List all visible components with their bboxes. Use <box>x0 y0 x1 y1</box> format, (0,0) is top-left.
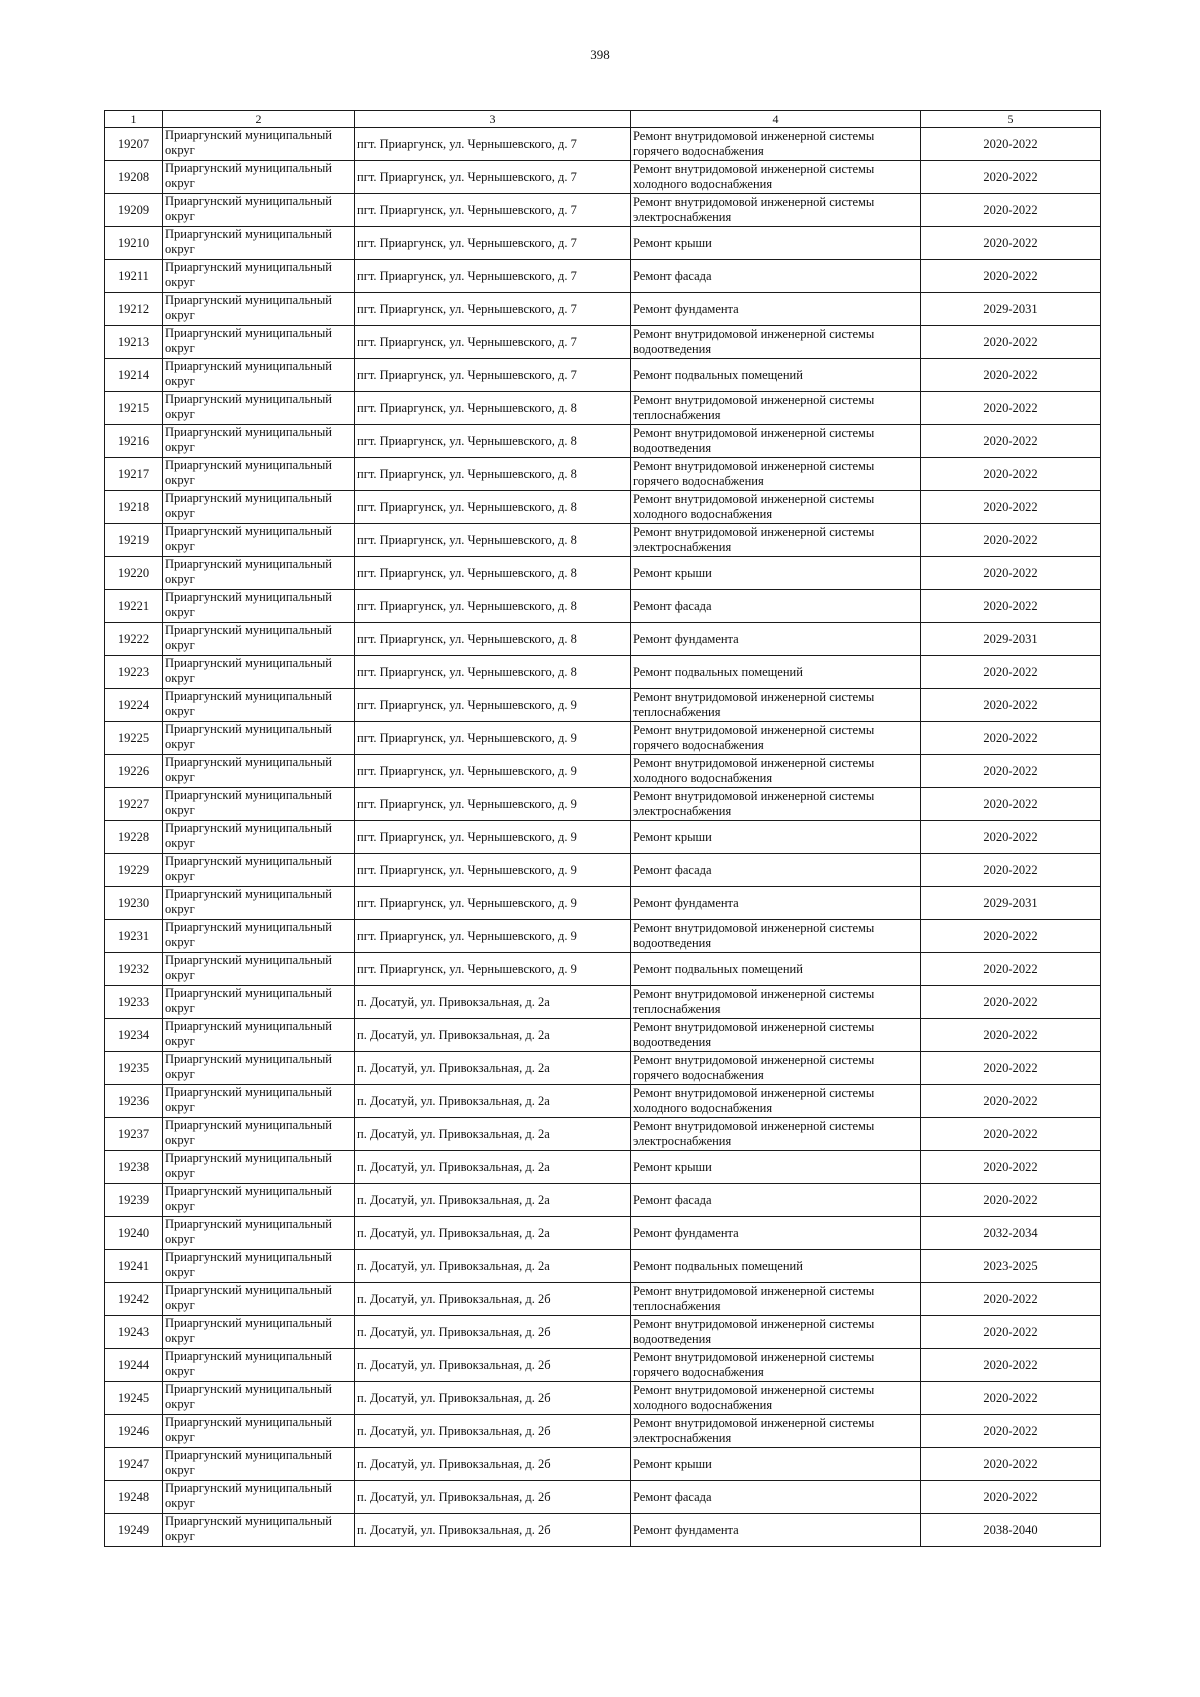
row-number: 19216 <box>105 425 163 458</box>
period-cell: 2020-2022 <box>921 755 1101 788</box>
table-row <box>105 1283 1101 1316</box>
district-cell: Приаргунский муниципальный округ <box>163 953 355 986</box>
period-cell: 2020-2022 <box>921 1019 1101 1052</box>
work-type-cell: Ремонт внутридомовой инженерной системы электроснабжения <box>631 524 921 557</box>
address-cell: п. Досатуй, ул. Привокзальная, д. 2а <box>355 986 631 1019</box>
table-row <box>105 425 1101 458</box>
address-cell: пгт. Приаргунск, ул. Чернышевского, д. 7 <box>355 161 631 194</box>
table-row <box>105 227 1101 260</box>
period-cell: 2029-2031 <box>921 293 1101 326</box>
table-body <box>105 111 1101 1547</box>
district-cell: Приаргунский муниципальный округ <box>163 491 355 524</box>
address-cell: пгт. Приаргунск, ул. Чернышевского, д. 7 <box>355 359 631 392</box>
period-cell: 2020-2022 <box>921 821 1101 854</box>
table-row <box>105 920 1101 953</box>
address-cell: пгт. Приаргунск, ул. Чернышевского, д. 9 <box>355 854 631 887</box>
row-number: 19227 <box>105 788 163 821</box>
district-cell: Приаргунский муниципальный округ <box>163 1349 355 1382</box>
row-number: 19234 <box>105 1019 163 1052</box>
table-row <box>105 656 1101 689</box>
table-row <box>105 194 1101 227</box>
row-number: 19248 <box>105 1481 163 1514</box>
address-cell: пгт. Приаргунск, ул. Чернышевского, д. 9 <box>355 953 631 986</box>
address-cell: пгт. Приаргунск, ул. Чернышевского, д. 9 <box>355 887 631 920</box>
row-number: 19207 <box>105 128 163 161</box>
table-row <box>105 1349 1101 1382</box>
table-row <box>105 524 1101 557</box>
period-cell: 2020-2022 <box>921 1382 1101 1415</box>
work-type-cell: Ремонт фундамента <box>631 1217 921 1250</box>
period-cell: 2020-2022 <box>921 656 1101 689</box>
row-number: 19229 <box>105 854 163 887</box>
table-row <box>105 128 1101 161</box>
table-row <box>105 1415 1101 1448</box>
work-type-cell: Ремонт подвальных помещений <box>631 359 921 392</box>
work-type-cell: Ремонт подвальных помещений <box>631 1250 921 1283</box>
table-row <box>105 821 1101 854</box>
work-type-cell: Ремонт внутридомовой инженерной системы холодного водоснабжения <box>631 1085 921 1118</box>
period-cell: 2020-2022 <box>921 326 1101 359</box>
work-type-cell: Ремонт подвальных помещений <box>631 656 921 689</box>
work-type-cell: Ремонт внутридомовой инженерной системы холодного водоснабжения <box>631 1382 921 1415</box>
work-type-cell: Ремонт фасада <box>631 854 921 887</box>
district-cell: Приаргунский муниципальный округ <box>163 986 355 1019</box>
table-row <box>105 788 1101 821</box>
column-header: 5 <box>921 111 1101 128</box>
address-cell: пгт. Приаргунск, ул. Чернышевского, д. 9 <box>355 920 631 953</box>
header-row <box>105 111 1101 128</box>
table-row <box>105 689 1101 722</box>
period-cell: 2020-2022 <box>921 1349 1101 1382</box>
address-cell: пгт. Приаргунск, ул. Чернышевского, д. 9 <box>355 821 631 854</box>
district-cell: Приаргунский муниципальный округ <box>163 1118 355 1151</box>
district-cell: Приаргунский муниципальный округ <box>163 1184 355 1217</box>
period-cell: 2032-2034 <box>921 1217 1101 1250</box>
work-type-cell: Ремонт внутридомовой инженерной системы горячего водоснабжения <box>631 128 921 161</box>
row-number: 19208 <box>105 161 163 194</box>
work-type-cell: Ремонт внутридомовой инженерной системы электроснабжения <box>631 1415 921 1448</box>
work-type-cell: Ремонт внутридомовой инженерной системы горячего водоснабжения <box>631 722 921 755</box>
district-cell: Приаргунский муниципальный округ <box>163 755 355 788</box>
period-cell: 2020-2022 <box>921 1448 1101 1481</box>
district-cell: Приаргунский муниципальный округ <box>163 1316 355 1349</box>
address-cell: п. Досатуй, ул. Привокзальная, д. 2а <box>355 1118 631 1151</box>
table-row <box>105 722 1101 755</box>
table-row <box>105 1481 1101 1514</box>
table-row <box>105 1019 1101 1052</box>
work-type-cell: Ремонт внутридомовой инженерной системы горячего водоснабжения <box>631 1349 921 1382</box>
work-type-cell: Ремонт крыши <box>631 557 921 590</box>
work-type-cell: Ремонт внутридомовой инженерной системы водоотведения <box>631 425 921 458</box>
work-type-cell: Ремонт внутридомовой инженерной системы водоотведения <box>631 326 921 359</box>
address-cell: пгт. Приаргунск, ул. Чернышевского, д. 8 <box>355 392 631 425</box>
period-cell: 2020-2022 <box>921 953 1101 986</box>
address-cell: пгт. Приаргунск, ул. Чернышевского, д. 8 <box>355 590 631 623</box>
address-cell: пгт. Приаргунск, ул. Чернышевского, д. 9 <box>355 689 631 722</box>
work-type-cell: Ремонт внутридомовой инженерной системы электроснабжения <box>631 788 921 821</box>
row-number: 19218 <box>105 491 163 524</box>
work-type-cell: Ремонт внутридомовой инженерной системы теплоснабжения <box>631 986 921 1019</box>
address-cell: пгт. Приаргунск, ул. Чернышевского, д. 7 <box>355 128 631 161</box>
row-number: 19230 <box>105 887 163 920</box>
period-cell: 2020-2022 <box>921 689 1101 722</box>
district-cell: Приаргунский муниципальный округ <box>163 1481 355 1514</box>
table-row <box>105 1514 1101 1547</box>
row-number: 19245 <box>105 1382 163 1415</box>
district-cell: Приаргунский муниципальный округ <box>163 326 355 359</box>
period-cell: 2020-2022 <box>921 458 1101 491</box>
address-cell: пгт. Приаргунск, ул. Чернышевского, д. 7 <box>355 293 631 326</box>
period-cell: 2020-2022 <box>921 194 1101 227</box>
row-number: 19215 <box>105 392 163 425</box>
district-cell: Приаргунский муниципальный округ <box>163 1514 355 1547</box>
row-number: 19243 <box>105 1316 163 1349</box>
work-type-cell: Ремонт крыши <box>631 821 921 854</box>
period-cell: 2020-2022 <box>921 524 1101 557</box>
table-row <box>105 1382 1101 1415</box>
works-table <box>104 110 1101 1547</box>
address-cell: п. Досатуй, ул. Привокзальная, д. 2б <box>355 1316 631 1349</box>
row-number: 19219 <box>105 524 163 557</box>
table-row <box>105 293 1101 326</box>
address-cell: п. Досатуй, ул. Привокзальная, д. 2а <box>355 1217 631 1250</box>
work-type-cell: Ремонт внутридомовой инженерной системы теплоснабжения <box>631 689 921 722</box>
district-cell: Приаргунский муниципальный округ <box>163 854 355 887</box>
work-type-cell: Ремонт внутридомовой инженерной системы теплоснабжения <box>631 392 921 425</box>
table-row <box>105 887 1101 920</box>
address-cell: пгт. Приаргунск, ул. Чернышевского, д. 8 <box>355 557 631 590</box>
district-cell: Приаргунский муниципальный округ <box>163 1448 355 1481</box>
period-cell: 2029-2031 <box>921 887 1101 920</box>
table-row <box>105 1250 1101 1283</box>
work-type-cell: Ремонт фундамента <box>631 623 921 656</box>
work-type-cell: Ремонт подвальных помещений <box>631 953 921 986</box>
address-cell: п. Досатуй, ул. Привокзальная, д. 2а <box>355 1085 631 1118</box>
period-cell: 2020-2022 <box>921 1085 1101 1118</box>
column-header: 4 <box>631 111 921 128</box>
district-cell: Приаргунский муниципальный округ <box>163 293 355 326</box>
district-cell: Приаргунский муниципальный округ <box>163 557 355 590</box>
row-number: 19210 <box>105 227 163 260</box>
table-row <box>105 359 1101 392</box>
period-cell: 2020-2022 <box>921 1316 1101 1349</box>
row-number: 19214 <box>105 359 163 392</box>
row-number: 19232 <box>105 953 163 986</box>
table-row <box>105 854 1101 887</box>
table-row <box>105 260 1101 293</box>
period-cell: 2020-2022 <box>921 1415 1101 1448</box>
work-type-cell: Ремонт внутридомовой инженерной системы электроснабжения <box>631 1118 921 1151</box>
address-cell: п. Досатуй, ул. Привокзальная, д. 2а <box>355 1250 631 1283</box>
address-cell: п. Досатуй, ул. Привокзальная, д. 2б <box>355 1382 631 1415</box>
address-cell: пгт. Приаргунск, ул. Чернышевского, д. 7 <box>355 227 631 260</box>
address-cell: пгт. Приаргунск, ул. Чернышевского, д. 8 <box>355 458 631 491</box>
district-cell: Приаргунский муниципальный округ <box>163 1250 355 1283</box>
table-row <box>105 392 1101 425</box>
column-header: 2 <box>163 111 355 128</box>
row-number: 19220 <box>105 557 163 590</box>
district-cell: Приаргунский муниципальный округ <box>163 920 355 953</box>
work-type-cell: Ремонт фундамента <box>631 1514 921 1547</box>
district-cell: Приаргунский муниципальный округ <box>163 1052 355 1085</box>
address-cell: пгт. Приаргунск, ул. Чернышевского, д. 8 <box>355 524 631 557</box>
row-number: 19240 <box>105 1217 163 1250</box>
work-type-cell: Ремонт фасада <box>631 590 921 623</box>
period-cell: 2020-2022 <box>921 854 1101 887</box>
period-cell: 2020-2022 <box>921 359 1101 392</box>
row-number: 19226 <box>105 755 163 788</box>
district-cell: Приаргунский муниципальный округ <box>163 1019 355 1052</box>
row-number: 19247 <box>105 1448 163 1481</box>
page-number: 398 <box>590 47 610 62</box>
row-number: 19222 <box>105 623 163 656</box>
district-cell: Приаргунский муниципальный округ <box>163 524 355 557</box>
table-row <box>105 755 1101 788</box>
address-cell: пгт. Приаргунск, ул. Чернышевского, д. 8 <box>355 623 631 656</box>
row-number: 19225 <box>105 722 163 755</box>
row-number: 19244 <box>105 1349 163 1382</box>
address-cell: пгт. Приаргунск, ул. Чернышевского, д. 7 <box>355 194 631 227</box>
row-number: 19223 <box>105 656 163 689</box>
row-number: 19231 <box>105 920 163 953</box>
district-cell: Приаргунский муниципальный округ <box>163 260 355 293</box>
row-number: 19213 <box>105 326 163 359</box>
work-type-cell: Ремонт внутридомовой инженерной системы теплоснабжения <box>631 1283 921 1316</box>
address-cell: п. Досатуй, ул. Привокзальная, д. 2б <box>355 1481 631 1514</box>
address-cell: пгт. Приаргунск, ул. Чернышевского, д. 8 <box>355 425 631 458</box>
row-number: 19246 <box>105 1415 163 1448</box>
district-cell: Приаргунский муниципальный округ <box>163 689 355 722</box>
work-type-cell: Ремонт внутридомовой инженерной системы холодного водоснабжения <box>631 491 921 524</box>
period-cell: 2020-2022 <box>921 1481 1101 1514</box>
work-type-cell: Ремонт внутридомовой инженерной системы холодного водоснабжения <box>631 755 921 788</box>
address-cell: пгт. Приаргунск, ул. Чернышевского, д. 8 <box>355 656 631 689</box>
period-cell: 2020-2022 <box>921 788 1101 821</box>
address-cell: п. Досатуй, ул. Привокзальная, д. 2а <box>355 1019 631 1052</box>
period-cell: 2020-2022 <box>921 1283 1101 1316</box>
work-type-cell: Ремонт фасада <box>631 260 921 293</box>
row-number: 19249 <box>105 1514 163 1547</box>
district-cell: Приаргунский муниципальный округ <box>163 392 355 425</box>
table-row <box>105 161 1101 194</box>
period-cell: 2020-2022 <box>921 986 1101 1019</box>
row-number: 19212 <box>105 293 163 326</box>
work-type-cell: Ремонт внутридомовой инженерной системы водоотведения <box>631 920 921 953</box>
district-cell: Приаргунский муниципальный округ <box>163 722 355 755</box>
period-cell: 2020-2022 <box>921 491 1101 524</box>
row-number: 19224 <box>105 689 163 722</box>
row-number: 19242 <box>105 1283 163 1316</box>
district-cell: Приаргунский муниципальный округ <box>163 458 355 491</box>
period-cell: 2038-2040 <box>921 1514 1101 1547</box>
address-cell: п. Досатуй, ул. Привокзальная, д. 2а <box>355 1052 631 1085</box>
row-number: 19238 <box>105 1151 163 1184</box>
period-cell: 2020-2022 <box>921 1151 1101 1184</box>
row-number: 19211 <box>105 260 163 293</box>
address-cell: п. Досатуй, ул. Привокзальная, д. 2б <box>355 1283 631 1316</box>
table-row <box>105 1316 1101 1349</box>
work-type-cell: Ремонт фасада <box>631 1481 921 1514</box>
work-type-cell: Ремонт фундамента <box>631 293 921 326</box>
district-cell: Приаргунский муниципальный округ <box>163 161 355 194</box>
work-type-cell: Ремонт крыши <box>631 1448 921 1481</box>
period-cell: 2023-2025 <box>921 1250 1101 1283</box>
table-row <box>105 1151 1101 1184</box>
district-cell: Приаргунский муниципальный округ <box>163 788 355 821</box>
table-row <box>105 1217 1101 1250</box>
work-type-cell: Ремонт внутридомовой инженерной системы водоотведения <box>631 1019 921 1052</box>
table-row <box>105 557 1101 590</box>
district-cell: Приаргунский муниципальный округ <box>163 227 355 260</box>
row-number: 19237 <box>105 1118 163 1151</box>
table-row <box>105 623 1101 656</box>
district-cell: Приаргунский муниципальный округ <box>163 1217 355 1250</box>
table-row <box>105 1118 1101 1151</box>
period-cell: 2020-2022 <box>921 1052 1101 1085</box>
address-cell: пгт. Приаргунск, ул. Чернышевского, д. 8 <box>355 491 631 524</box>
address-cell: п. Досатуй, ул. Привокзальная, д. 2б <box>355 1415 631 1448</box>
period-cell: 2020-2022 <box>921 1184 1101 1217</box>
row-number: 19233 <box>105 986 163 1019</box>
row-number: 19217 <box>105 458 163 491</box>
district-cell: Приаргунский муниципальный округ <box>163 1085 355 1118</box>
address-cell: пгт. Приаргунск, ул. Чернышевского, д. 7 <box>355 326 631 359</box>
table-row <box>105 1448 1101 1481</box>
district-cell: Приаргунский муниципальный округ <box>163 887 355 920</box>
period-cell: 2020-2022 <box>921 557 1101 590</box>
table-row <box>105 491 1101 524</box>
period-cell: 2020-2022 <box>921 128 1101 161</box>
address-cell: пгт. Приаргунск, ул. Чернышевского, д. 7 <box>355 260 631 293</box>
district-cell: Приаргунский муниципальный округ <box>163 1151 355 1184</box>
table-row <box>105 326 1101 359</box>
table-row <box>105 590 1101 623</box>
row-number: 19236 <box>105 1085 163 1118</box>
row-number: 19209 <box>105 194 163 227</box>
address-cell: п. Досатуй, ул. Привокзальная, д. 2б <box>355 1514 631 1547</box>
period-cell: 2020-2022 <box>921 260 1101 293</box>
district-cell: Приаргунский муниципальный округ <box>163 1382 355 1415</box>
column-header: 3 <box>355 111 631 128</box>
row-number: 19221 <box>105 590 163 623</box>
table-row <box>105 1184 1101 1217</box>
row-number: 19239 <box>105 1184 163 1217</box>
period-cell: 2020-2022 <box>921 1118 1101 1151</box>
district-cell: Приаргунский муниципальный округ <box>163 590 355 623</box>
period-cell: 2020-2022 <box>921 227 1101 260</box>
address-cell: п. Досатуй, ул. Привокзальная, д. 2а <box>355 1151 631 1184</box>
period-cell: 2020-2022 <box>921 161 1101 194</box>
address-cell: пгт. Приаргунск, ул. Чернышевского, д. 9 <box>355 722 631 755</box>
address-cell: п. Досатуй, ул. Привокзальная, д. 2а <box>355 1184 631 1217</box>
address-cell: п. Досатуй, ул. Привокзальная, д. 2б <box>355 1448 631 1481</box>
work-type-cell: Ремонт внутридомовой инженерной системы горячего водоснабжения <box>631 458 921 491</box>
work-type-cell: Ремонт внутридомовой инженерной системы холодного водоснабжения <box>631 161 921 194</box>
address-cell: пгт. Приаргунск, ул. Чернышевского, д. 9 <box>355 788 631 821</box>
period-cell: 2020-2022 <box>921 425 1101 458</box>
period-cell: 2020-2022 <box>921 590 1101 623</box>
work-type-cell: Ремонт крыши <box>631 227 921 260</box>
row-number: 19241 <box>105 1250 163 1283</box>
table-row <box>105 986 1101 1019</box>
work-type-cell: Ремонт фундамента <box>631 887 921 920</box>
district-cell: Приаргунский муниципальный округ <box>163 425 355 458</box>
work-type-cell: Ремонт крыши <box>631 1151 921 1184</box>
work-type-cell: Ремонт внутридомовой инженерной системы горячего водоснабжения <box>631 1052 921 1085</box>
district-cell: Приаргунский муниципальный округ <box>163 656 355 689</box>
work-type-cell: Ремонт фасада <box>631 1184 921 1217</box>
table-row <box>105 953 1101 986</box>
table-row <box>105 1052 1101 1085</box>
district-cell: Приаргунский муниципальный округ <box>163 128 355 161</box>
table-row <box>105 458 1101 491</box>
column-header: 1 <box>105 111 163 128</box>
district-cell: Приаргунский муниципальный округ <box>163 821 355 854</box>
row-number: 19228 <box>105 821 163 854</box>
work-type-cell: Ремонт внутридомовой инженерной системы электроснабжения <box>631 194 921 227</box>
period-cell: 2029-2031 <box>921 623 1101 656</box>
row-number: 19235 <box>105 1052 163 1085</box>
period-cell: 2020-2022 <box>921 920 1101 953</box>
district-cell: Приаргунский муниципальный округ <box>163 1283 355 1316</box>
address-cell: пгт. Приаргунск, ул. Чернышевского, д. 9 <box>355 755 631 788</box>
district-cell: Приаргунский муниципальный округ <box>163 1415 355 1448</box>
period-cell: 2020-2022 <box>921 722 1101 755</box>
table-row <box>105 1085 1101 1118</box>
work-type-cell: Ремонт внутридомовой инженерной системы водоотведения <box>631 1316 921 1349</box>
district-cell: Приаргунский муниципальный округ <box>163 359 355 392</box>
district-cell: Приаргунский муниципальный округ <box>163 194 355 227</box>
period-cell: 2020-2022 <box>921 392 1101 425</box>
address-cell: п. Досатуй, ул. Привокзальная, д. 2б <box>355 1349 631 1382</box>
district-cell: Приаргунский муниципальный округ <box>163 623 355 656</box>
